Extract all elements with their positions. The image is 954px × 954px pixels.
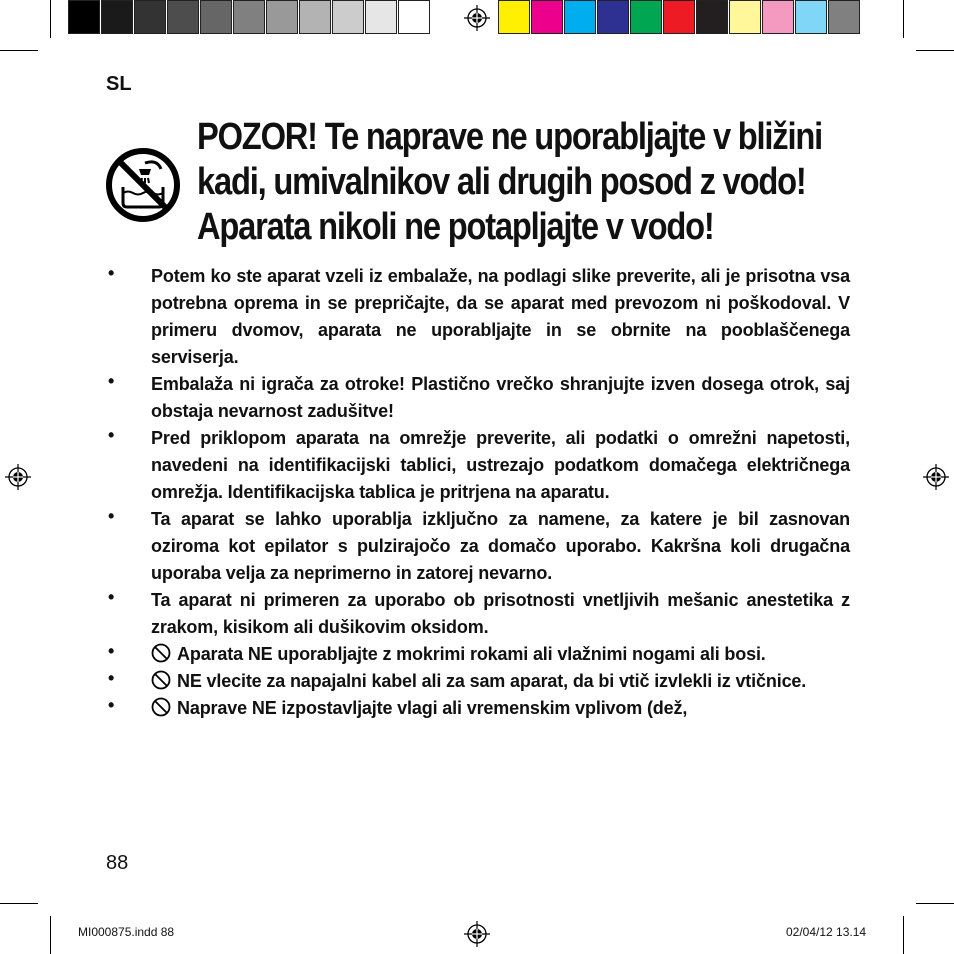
registration-mark-icon <box>464 921 490 947</box>
crop-mark <box>50 0 51 38</box>
safety-instructions-list <box>108 263 850 722</box>
list-item-text: • Ta aparat se lahko uporablja izključno za namene, za katere je bil zasnovan oziroma kot epilator s pulzirajočo za domačo uporabo. Kakršna koli drugačna uporaba velja za neprimerno in zatorej nevarno. <box>151 509 850 583</box>
crop-mark <box>0 50 38 51</box>
color-swatch <box>696 0 728 34</box>
color-swatch <box>68 0 100 34</box>
warning-title <box>197 115 822 250</box>
registration-mark-icon <box>464 5 490 31</box>
color-swatch <box>134 0 166 34</box>
list-item-text: • Potem ko ste aparat vzeli iz embalaže, na podlagi slike preverite, ali je prisotna vsa potrebna oprema in se prepričajte, da se aparat med prevozom ni poškodoval. V primeru dvomov, aparata ne uporabljajte in se obrnite na pooblaščenega serviserja. <box>151 266 850 367</box>
prohibited-icon <box>151 670 171 690</box>
color-swatch <box>101 0 133 34</box>
list-item <box>108 587 850 641</box>
list-item <box>108 668 850 695</box>
no-water-bath-icon <box>105 147 181 223</box>
list-item-text: Naprave NE izpostavljajte vlagi ali vremenskim vplivom (dež, <box>177 698 688 718</box>
color-swatch <box>332 0 364 34</box>
color-swatch <box>597 0 629 34</box>
color-swatch <box>564 0 596 34</box>
crop-mark <box>0 903 38 904</box>
list-item-text: Aparata NE uporabljajte z mokrimi rokami ali vlažnimi nogami ali bosi. <box>177 644 766 664</box>
list-item-text: • Embalaža ni igrača za otroke! Plastično vrečko shranjujte izven dosega otrok, saj obstaja nevarnost zadušitve! <box>151 374 850 421</box>
color-swatch <box>630 0 662 34</box>
crop-mark <box>903 0 904 38</box>
list-item <box>108 263 850 371</box>
list-item-body <box>151 695 850 722</box>
list-item <box>108 506 850 587</box>
crop-mark <box>903 916 904 954</box>
warning-title-line: kadi, umivalnikov ali drugih posod z vodo! <box>197 161 806 203</box>
crop-mark <box>916 50 954 51</box>
footer-timestamp: 02/04/12 13.14 <box>786 925 867 939</box>
list-item-text: • Pred priklopom aparata na omrežje preverite, ali podatki o omrežni napetosti, navedeni na identifikacijski tablici, ustrezajo podatkom domačega električnega omrežja. Identifikacijska tablica je pritrjena na aparatu. <box>151 428 850 502</box>
color-swatch <box>200 0 232 34</box>
registration-mark-icon <box>923 464 949 490</box>
list-item <box>108 371 850 425</box>
color-swatch <box>828 0 860 34</box>
color-swatch <box>498 0 530 34</box>
list-item <box>108 695 850 722</box>
color-swatch <box>266 0 298 34</box>
color-swatch <box>233 0 265 34</box>
crop-mark <box>916 903 954 904</box>
list-item <box>108 641 850 668</box>
color-swatch <box>795 0 827 34</box>
list-item-body <box>151 668 850 695</box>
page-number: 88 <box>106 852 129 874</box>
list-item-text: NE vlecite za napajalni kabel ali za sam aparat, da bi vtič izvlekli iz vtičnice. <box>177 671 807 691</box>
prohibited-icon <box>151 697 171 717</box>
registration-mark-icon <box>5 464 31 490</box>
list-item-text: • Ta aparat ni primeren za uporabo ob prisotnosti vnetljivih mešanic anestetika z zrakom, kisikom ali dušikovim oksidom. <box>151 590 850 637</box>
list-item-body <box>151 641 850 668</box>
color-swatch <box>398 0 430 34</box>
language-code: SL <box>106 73 132 95</box>
color-swatch <box>531 0 563 34</box>
color-swatch <box>365 0 397 34</box>
color-swatch <box>729 0 761 34</box>
color-swatch <box>167 0 199 34</box>
warning-title-line: Aparata nikoli ne potapljajte v vodo! <box>197 206 714 248</box>
cmyk-color-bar <box>498 0 861 36</box>
color-swatch <box>299 0 331 34</box>
color-swatch <box>762 0 794 34</box>
warning-title-line: POZOR! Te naprave ne uporabljajte v bližini <box>197 116 822 158</box>
footer-file-name: MI000875.indd 88 <box>78 925 175 939</box>
grayscale-color-bar <box>68 0 431 36</box>
prohibited-icon <box>151 643 171 663</box>
crop-mark <box>50 916 51 954</box>
list-item <box>108 425 850 506</box>
color-swatch <box>663 0 695 34</box>
